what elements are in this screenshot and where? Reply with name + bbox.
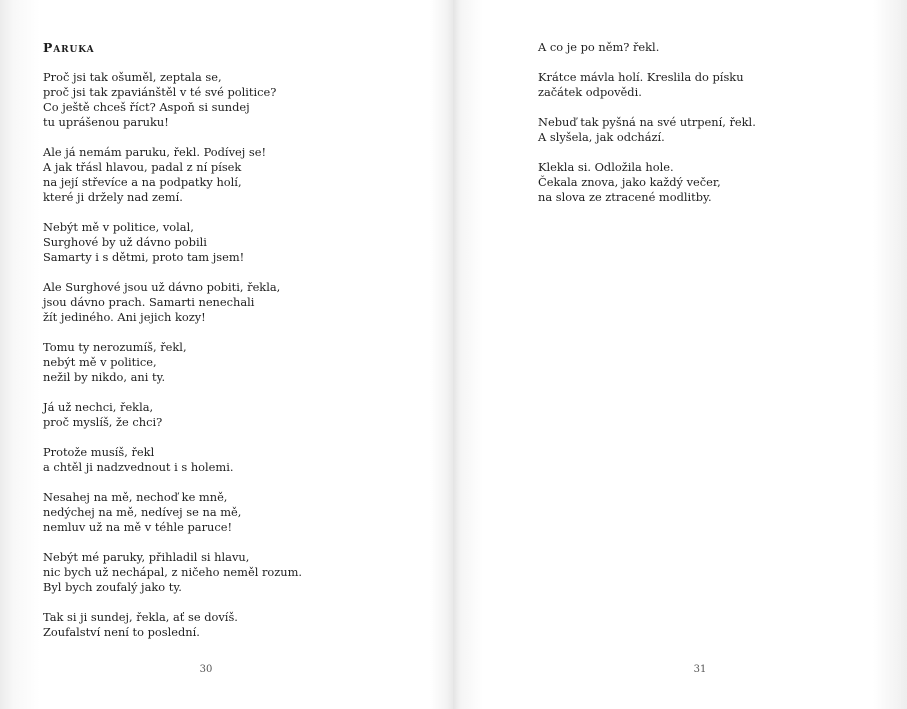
poem-line: Byl bych zoufalý jako ty. (43, 580, 182, 594)
poem-line: nedýchej na mě, nedívej se na mě, (43, 505, 242, 519)
stanza (43, 400, 443, 430)
right-stanza-list (538, 40, 898, 205)
poem-line: Co ještě chceš říct? Aspoň si sundej (43, 100, 250, 114)
poem-line: nebýt mě v politice, (43, 355, 157, 369)
poem-line: A slyšela, jak odchází. (538, 130, 665, 144)
poem-line: nic bych už nechápal, z ničeho neměl rozum. (43, 565, 303, 579)
stanza (43, 340, 443, 385)
poem-line: a chtěl ji nadzvednout i s holemi. (43, 460, 234, 474)
stanza (43, 490, 443, 535)
stanza (538, 40, 898, 55)
poem-line: které ji držely nad zemí. (43, 190, 183, 204)
poem-line: proč myslíš, že chci? (43, 415, 163, 429)
right-page (453, 0, 907, 709)
left-text-block (43, 40, 443, 655)
poem-line: Ale já nemám paruku, řekl. Podívej se! (43, 145, 267, 159)
poem-line: Zoufalství není to poslední. (43, 625, 200, 639)
poem-line: Klekla si. Odložila hole. (538, 160, 674, 174)
poem-line: nemluv už na mě v téhle paruce! (43, 520, 233, 534)
poem-line: Tomu ty nerozumíš, řekl, (43, 340, 187, 354)
poem-line: Samarty i s dětmi, proto tam jsem! (43, 250, 245, 264)
stanza (43, 445, 443, 475)
stanza (43, 145, 443, 205)
poem-line: Nebýt mě v politice, volal, (43, 220, 194, 234)
poem-line: Tak si ji sundej, řekla, ať se dovíš. (43, 610, 238, 624)
poem-line: na její střevíce a na podpatky holí, (43, 175, 242, 189)
poem-line: jsou dávno prach. Samarti nenechali (43, 295, 255, 309)
poem-line: Nebuď tak pyšná na své utrpení, řekl. (538, 115, 756, 129)
stanza (43, 70, 443, 130)
stanza (538, 115, 898, 145)
left-stanza-list (43, 70, 443, 640)
right-text-block (538, 40, 898, 220)
poem-line: Nebýt mé paruky, přihladil si hlavu, (43, 550, 250, 564)
stanza (43, 550, 443, 595)
poem-line: Já už nechci, řekla, (43, 400, 154, 414)
stanza (43, 610, 443, 640)
page-number-right: 31 (693, 664, 707, 675)
poem-line: A co je po něm? řekl. (538, 40, 660, 54)
stanza (538, 160, 898, 205)
poem-line: Čekala znova, jako každý večer, (538, 175, 721, 189)
poem-line: tu uprášenou paruku! (43, 115, 169, 129)
poem-line: Protože musíš, řekl (43, 445, 155, 459)
poem-line: proč jsi tak zpaviánštěl v té své politice? (43, 85, 277, 99)
poem-line: Krátce mávla holí. Kreslila do písku (538, 70, 744, 84)
poem-line: Ale Surghové jsou už dávno pobiti, řekla, (43, 280, 281, 294)
poem-line: začátek odpovědi. (538, 85, 642, 99)
left-page (0, 0, 453, 709)
stanza (43, 280, 443, 325)
stanza (538, 70, 898, 100)
poem-line: Proč jsi tak ošuměl, zeptala se, (43, 70, 222, 84)
page-number-left: 30 (199, 664, 213, 675)
poem-title: Paruka (43, 40, 95, 55)
stanza (43, 220, 443, 265)
poem-line: na slova ze ztracené modlitby. (538, 190, 712, 204)
poem-line: žít jediného. Ani jejich kozy! (43, 310, 206, 324)
poem-line: Nesahej na mě, nechoď ke mně, (43, 490, 228, 504)
poem-line: Surghové by už dávno pobili (43, 235, 207, 249)
poem-line: A jak třásl hlavou, padal z ní písek (43, 160, 242, 174)
poem-line: nežil by nikdo, ani ty. (43, 370, 166, 384)
